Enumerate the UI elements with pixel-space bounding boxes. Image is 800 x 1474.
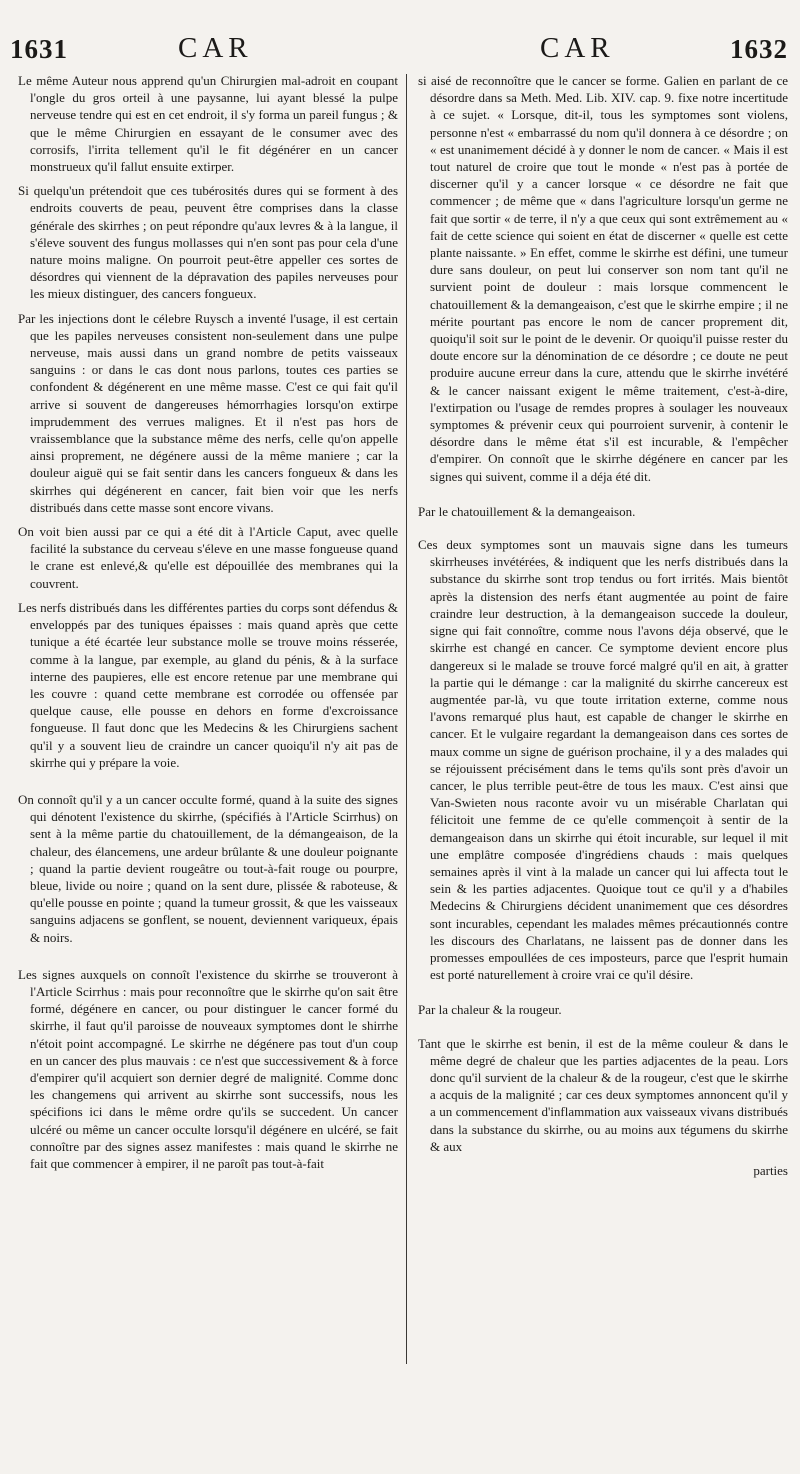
section-heading: Par la chaleur & la rougeur. — [418, 1002, 562, 1018]
paragraph: Par les injections dont le célebre Ruysch a inventé l'usage, il est certain que les papiles nerveuses consistent non-seulement dans une pulpe nerveuse, mais aussi dans un grand nombre de petits vaisseaux sanguins : or dans le cas dont nous parlons, toutes ces parties se confondent & dégénerent en une même masse. C'est ce qui fait qu'il arrive si souvent de dangereuses hémorrhagies lorsqu'on extirpe imprudemment des verrues malignes. Et il n'est pas hors de vraissemblance que la substance même des nerfs, celle qu'on appelle ainsi proprement, ne dégénere aussi de la même maniere ; car la douleur aiguë qui se fait sentir dans les cancers fongueux & dans les skirrhes qui dégénerent en cancer, fait bien voir que les nerfs distribués dans cette masse sont encore vivans. — [18, 310, 398, 515]
left-running-head: CAR — [178, 32, 253, 64]
paragraph: Ces deux symptomes sont un mauvais signe dans les tumeurs skirrheuses invétérées, & indiquent que les nerfs distribués dans la substance du skirrhe sont trop tendus ou fort irrités. Mais bientôt après la distension des nerfs étant augmentée au point de faire craindre leur destruction, à la demangeaison succede la douleur, signe qui fait connoître, comme nous l'avons déja observé, que le skirrhe est changé en cancer. Ce symptome devient encore plus dangereux si le malade se trouve forcé malgré qu'il en ait, à gratter la partie qui le démange : car la malignité du skirrhe cancereux est augmentée par-là, vu que toute irritation externe, comme nous l'avons remarqué plus haut, est capable de changer le skirrhe en cancer. Et le vulgaire regardant la demangeaison dans ces sortes de maux comme un signe de guérison prochaine, il y a des malades qui se réjouissent précisément dans le tems qu'ils sont près d'avoir un cancer, le plus terrible peut-être de tous les maux. C'est ainsi que Van-Swieten nous raconte avoir vu un misérable Charlatan qui félicitoit une femme de ce qu'elle commençoit à sentir de la demangeaison dans un skirrhe qui étoit incurable, sur lequel il mit une emplâtre composée d'ingrédiens chauds : mais quelques semaines après il vint à la malade un cancer qui lui affecta tout le sein & les parties adjacentes. Quoique tout ce qu'il y a d'habiles Medecins & Chirurgiens décident unanimement que ces désordres sont incurables, cependant les malades mêmes précautionnés contre les discours des Charlatans, ne laissent pas de donner dans les promesses empoullées de ces imposteurs, parce que l'esprit humain est porté naturellement à croire vrai ce qu'il désire. — [418, 537, 788, 983]
paragraph: Si quelqu'un prétendoit que ces tubérosités dures qui se forment à des endroits couverts de peau, peuvent être comprises dans la classe générale des skirrhes ; on peut répondre qu'aux levres & à la langue, il s'éleve souvent des fungus mollasses qui n'en sont pas pour cela d'une nature moins maligne. On pourroit peut-être appeller ces sortes de désordres qui viennent de la dépravation des papiles nerveuses pour les mieux distinguer, des cancers fongueux. — [18, 183, 398, 302]
paragraph: On connoît qu'il y a un cancer occulte formé, quand à la suite des signes qui dénotent l'existence du skirrhe, (spécifiés à l'Article Scirrhus) on sent à la même partie du chatouillement, de la démangeaison, de la chaleur, des élancemens, une ardeur brûlante & une douleur poignante ; quand la partie devient rougeâtre ou tout-à-fait rouge ou pourpre, bleue, livide ou noire ; quand on la sent dure, plissée & raboteuse, & qu'elle pousse en pointe ; quand la tumeur grossit, & que les vaisseaux sanguins adjacens se gonflent, se nouent, deviennent variqueux, épais & noirs. — [18, 791, 398, 945]
catchword: parties — [753, 1162, 788, 1178]
paragraph: On voit bien aussi par ce qui a été dit à l'Article Caput, avec quelle facilité la substance du cerveau s'éleve en une masse fongueuse quand le crane est enlevé,& qu'elle est dépouillée des membranes qui la couvrent. — [18, 524, 398, 591]
paragraph: Les signes auxquels on connoît l'existence du skirrhe se trouveront à l'Article Scirrhus : mais pour reconnoître que le skirrhe qu'on sait être formé, dégénere en cancer, ou pour distinguer le cancer formé du skirrhe, il faut qu'il paroisse de nouveaux symptomes dont le shirrhe n'étoit point accompagné. Le skirrhe ne dégénere pas tout d'un coup en un cancer des plus mauvais : ce n'est que successivement & à force d'empirer qu'il acquiert son dernier degré de malignité. Comme donc les changemens qui arrivent au skirrhe sont successifs, nous les spécifions ici dans le même ordre qu'ils se succedent. Un cancer ulcéré ou même un cancer occulte lorsqu'il dégénere en ulcéré, se fait connoître par des signes assez manifestes : mais quand le skirrhe ne fait que commencer à empirer, il ne paroît pas tout-à-fait — [18, 966, 398, 1171]
right-page-number: 1632 — [730, 34, 788, 64]
paragraph: si aisé de reconnoître que le cancer se forme. Galien en parlant de ce désordre dans sa Meth. Med. Lib. XIV. cap. 9. fixe notre incertitude à ce sujet. « Lorsque, dit-il, tous les symptomes sont violens, personne n'est « embarrassé du nom qu'il donnera à ce désordre ; on « est unanimement décidé à y donner le nom de cancer. « Mais il est tout naturel de croire que tout le monde « n'est pas à portée de discerner qu'il y a cancer lorsque « ce désordre ne fait que commencer ; de même que « dans l'agriculture lorsqu'un germe ne fait que sortir « de terre, il n'y a que ceux qui sont extrêmement au « fait de cette science qui soient en état de discerner « quelle est cette plante naissante. » En effet, comme le skirrhe est défini, une tumeur dure sans douleur, on peut lui conserver son nom tant qu'il ne survient point de douleur : mais lorsque commencent le chatouillement & la demangeaison, c'est que le skirrhe empire ; il ne mérite pourtant pas encore le nom de cancer proprement dit, quoiqu'il soit sur le point de le devenir. Or quoiqu'il puisse rester du doute encore sur la dénomination de ce désordre ; ce doute ne peut produire aucune erreur dans la cure, attendu que le skirrhe invétéré & le cancer naissant exigent le même traitement, c'est-à-dire, l'extirpation ou l'usage de remdes propres à soulager les nouveaux symptomes & prévenir ceux qui pourroient survenir, à contenir le désordre dans le même état s'il est incurable, & l'empêcher d'empirer. On connoît que le skirrhe dégénere en cancer par les signes qui suivent, comme il a déja été dit. — [418, 73, 788, 484]
right-column — [418, 72, 788, 1179]
right-running-head: CAR — [540, 32, 615, 64]
paragraph: Le même Auteur nous apprend qu'un Chirurgien mal-adroit en coupant l'ongle du gros orteil à une paysanne, lui ayant blessé la pulpe nerveuse tendre qui est en cet endroit, il s'y forma un pareil fungus ; & que le même Chirurgien en essayant de le consumer avec des corrosifs, l'irrita tellement qu'il le fit dégénérer en un cancer monstrueux qu'il fallut ensuite extirper. — [18, 73, 398, 175]
column-divider — [406, 74, 407, 1364]
left-column — [18, 72, 398, 1179]
paragraph: Tant que le skirrhe est benin, il est de la même couleur & dans le même degré de chaleur que les parties adjacentes de la peau. Lors donc qu'il survient de la chaleur & de la rougeur, c'est que le skirrhe a acquis de la malignité ; car ces deux symptomes annoncent qu'il y a un commencement d'inflammation aux vaisseaux vivans distribués dans la substance du skirrhe, ou au moins aux tégumens du skirrhe & aux — [418, 1035, 788, 1154]
section-heading: Par le chatouillement & la demangeaison. — [418, 503, 636, 519]
paragraph: Les nerfs distribués dans les différentes parties du corps sont défendus & enveloppés par des tuniques épaisses : mais quand après que cette tunique a été écartée leur substance molle se trouve moins résserée, comme à la langue, par exemple, au gland du pénis, & à la surface interne des paupieres, elle est encore retenue par une membrane qui les couvre : quand cette membrane est corrodée ou offensée par quelque cause, elle pousse en dehors en forme d'excroissance fongueuse. Il faut donc que les Medecins & les Chirurgiens sachent qu'il y a souvent lieu de craindre un cancer quoiqu'il n'y ait pas de skirrhe qui y prépare la voie. — [18, 599, 398, 770]
page-header — [0, 30, 800, 70]
left-page-number: 1631 — [10, 34, 68, 64]
